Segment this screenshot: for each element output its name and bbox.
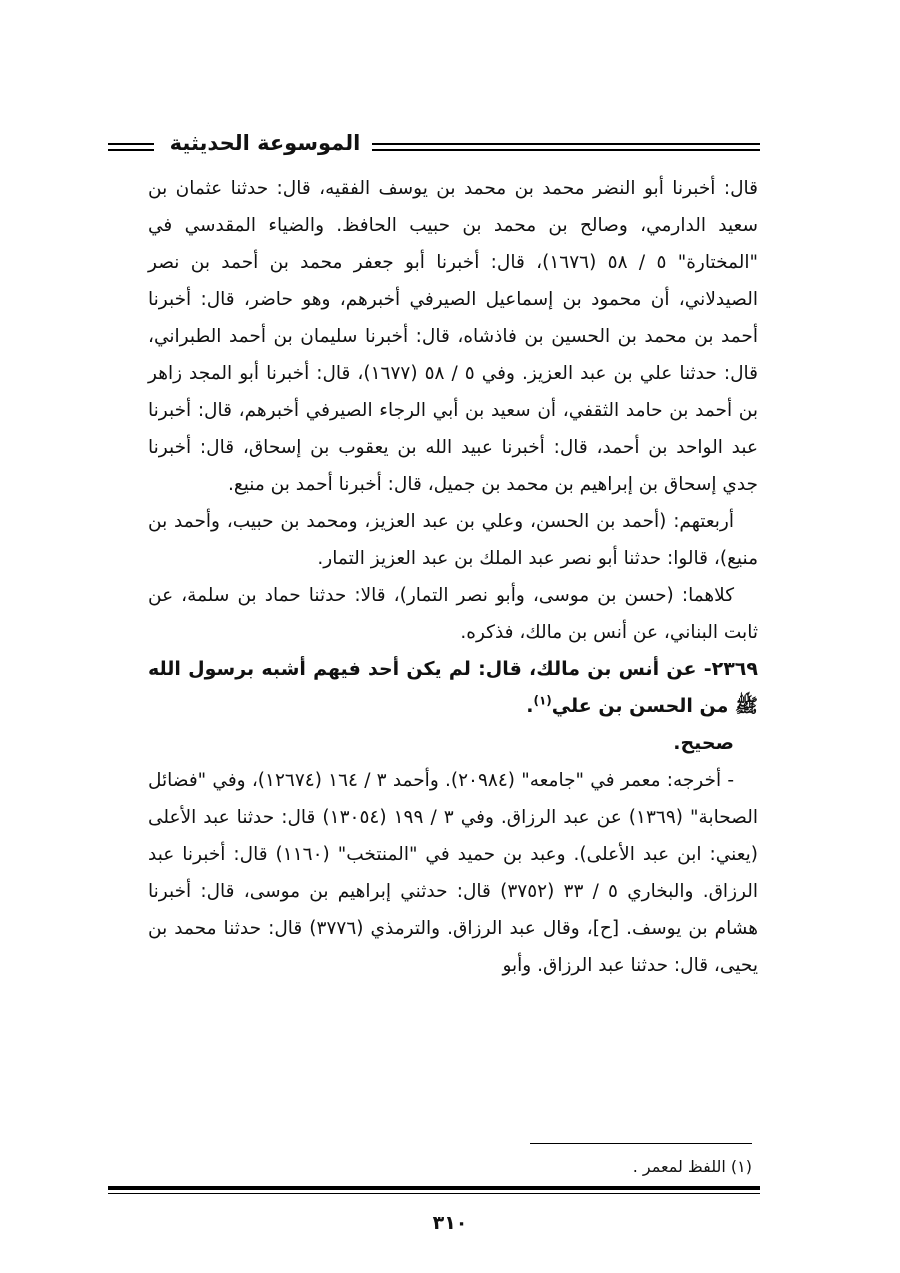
hadith-text — [148, 651, 758, 725]
footnote-separator — [530, 1143, 752, 1144]
header-rule-right-top — [372, 143, 760, 145]
paragraph-isnad-3: كلاهما: (حسن بن موسى، وأبو نصر التمار)، قالا: حدثنا حماد بن سلمة، عن ثابت البناني، عن أنس بن مالك، فذكره. — [148, 585, 758, 643]
paragraph-isnad-2: أربعتهم: (أحمد بن الحسن، وعلي بن عبد العزيز، ومحمد بن حبيب، وأحمد بن منيع)، قالوا: حدثنا أبو نصر عبد الملك بن عبد العزيز التمار. — [148, 511, 758, 569]
main-text — [148, 170, 758, 984]
hadith-body: ٢٣٦٩- عن أنس بن مالك، قال: لم يكن أحد فيهم أشبه برسول الله ﷺ من الحسن بن علي — [148, 658, 758, 717]
page-number: ٣١٠ — [432, 1212, 468, 1234]
header-rule-left-bottom — [108, 149, 154, 151]
header-rule-right-bottom — [372, 149, 760, 151]
footnote-ref: (١) — [533, 693, 552, 708]
footer-rule-thin — [108, 1193, 760, 1194]
paragraph-takhrij: - أخرجه: معمر في "جامعه" (٢٠٩٨٤). وأحمد ٣ / ١٦٤ (١٢٦٧٤)، وفي "فضائل الصحابة" (١٣٦٩) عن عبد الرزاق. وفي ٣ / ١٩٩ (١٣٠٥٤) قال: حدثنا عبد الأعلى (يعني: ابن عبد الأعلى). وعبد بن حميد في "المنتخب" (١١٦٠) قال: أخبرنا عبد الرزاق. والبخاري ٥ / ٣٣ (٣٧٥٢) قال: حدثني إبراهيم بن موسى، قال: أخبرنا هشام بن يوسف. [ح]، وقال عبد الرزاق. والترمذي (٣٧٧٦) قال: حدثنا محمد بن يحيى، قال: حدثنا عبد الرزاق. وأبو — [148, 770, 758, 976]
paragraph-isnad-1: قال: أخبرنا أبو النضر محمد بن محمد بن يوسف الفقيه، قال: حدثنا عثمان بن سعيد الدارمي، وصالح بن محمد بن حبيب الحافظ. والضياء المقدسي في "المختارة" ٥ / ٥٨ (١٦٧٦)، قال: أخبرنا أبو جعفر محمد بن أحمد بن نصر الصيدلاني، أن محمود بن إسماعيل الصيرفي أخبرهم، وهو حاضر، قال: أخبرنا أحمد بن محمد بن الحسين بن فاذشاه، قال: أخبرنا سليمان بن أحمد الطبراني، قال: حدثنا علي بن عبد العزيز. وفي ٥ / ٥٨ (١٦٧٧)، قال: أخبرنا أبو المجد زاهر بن أحمد بن حامد الثقفي، أن سعيد بن أبي الرجاء الصيرفي أخبرهم، قال: أخبرنا عبد الواحد بن أحمد، قال: أخبرنا عبيد الله بن يعقوب بن إسحاق، قال: أخبرنا جدي إسحاق بن إبراهيم بن محمد بن جميل، قال: أخبرنا أحمد بن منيع. — [148, 178, 759, 495]
hadith-grade: صحيح. — [673, 732, 734, 754]
footnote: (١) اللفظ لمعمر . — [632, 1157, 752, 1176]
hadith-end: . — [526, 695, 534, 717]
footer-rule-thick — [108, 1186, 760, 1190]
header-title: الموسوعة الحديثية — [169, 131, 361, 155]
header-rule-left-top — [108, 143, 154, 145]
